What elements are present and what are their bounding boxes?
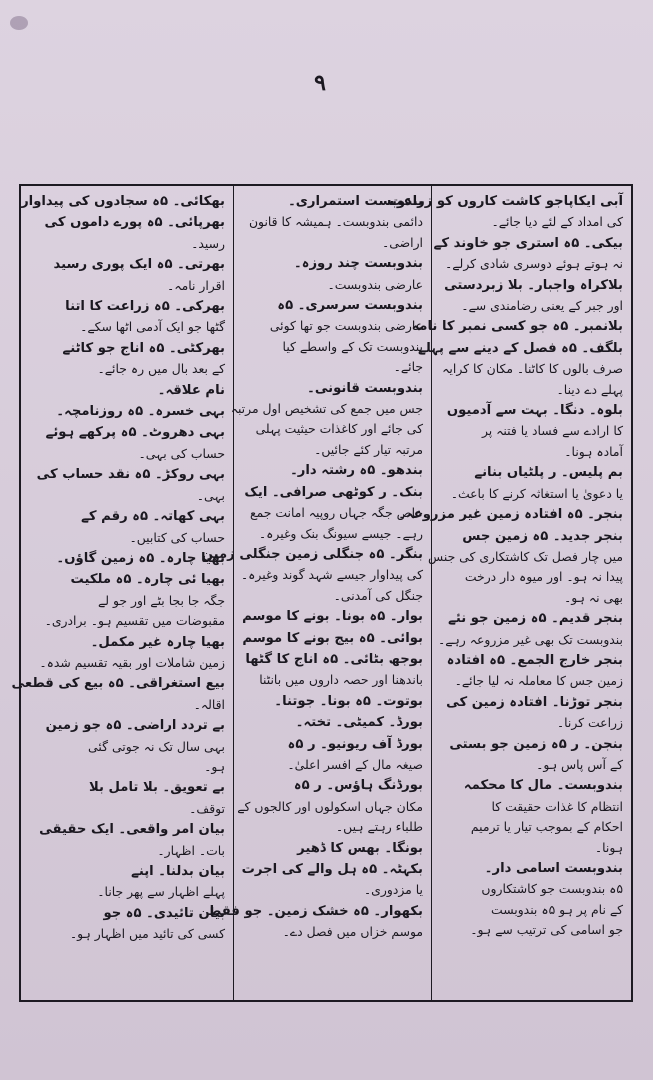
glossary-entry (242, 650, 423, 691)
entry-definition-line: انتظام کا غذات حقیقت کا (491, 798, 623, 814)
ink-stain (10, 16, 28, 30)
glossary-entry (29, 402, 225, 422)
entry-term-line: بہی کھاتہ۔ ۵ہ رقم کے (81, 509, 225, 525)
entry-definition-line: بھی نہ ہو۔ (564, 589, 623, 605)
glossary-entry (29, 778, 225, 819)
entry-definition-line: ہونا۔ (594, 839, 623, 855)
entry-definition-line: مکان جہاں اسکولوں اور کالجوں کے (237, 798, 423, 814)
entry-term-line: بوجھ بٹائی۔ ۵ہ اناج کا گٹھا (245, 651, 423, 667)
entry-term-line: بیکی۔ ۵ہ استری جو خاوند کے (433, 235, 623, 251)
entry-definition-line: حساب کی کتابیں۔ (129, 529, 225, 545)
entry-term-line: بیان امر واقعی۔ ایک حقیقی (39, 822, 225, 838)
entry-term-line: بنگر۔ ۵ہ جنگلی زمین جنگلی زمین (201, 546, 423, 562)
entry-definition-line: رہے۔ جیسے سیونگ بنک وغیرہ۔ (258, 525, 423, 541)
entry-definition-line: گٹھا جو ایک آدمی اٹھا سکے۔ (80, 319, 225, 335)
entry-definition-line: موسم خزاں میں فصل دے۔ (282, 924, 423, 940)
glossary-entry (29, 381, 225, 401)
glossary-entry (440, 776, 623, 858)
entry-definition-line: دائمی بندوبست۔ ہمیشہ کا قانون (248, 214, 423, 230)
entry-definition-line: کی پیداوار جیسے شہد گوند وغیرہ۔ (240, 567, 423, 583)
entry-definition-line: زراعت کرنا۔ (556, 715, 623, 731)
entry-term-line: بھیا چارہ غیر مکمل۔ (90, 634, 225, 650)
glossary-entry (440, 651, 623, 692)
entry-definition-line: کے آس پاس ہو۔ (536, 756, 623, 772)
entry-definition-line: بات۔ اظہار۔ (157, 842, 225, 858)
glossary-entry (242, 735, 423, 776)
entry-definition-line: بندوبست تک کے واسطے کیا (282, 338, 423, 354)
entry-definition-line: اور جبر کے یعنی رضامندی سے۔ (461, 298, 623, 314)
entry-definition-line: میں چار فصل تک کاشتکاری کی جنس (428, 548, 623, 564)
glossary-entry (440, 463, 623, 504)
glossary-entry (242, 839, 423, 859)
entry-term-line: بورڈنگ ہاؤس۔ ر ۵ہ (293, 778, 423, 794)
entry-term-line: بندھو۔ ۵ہ رشتہ دار۔ (290, 463, 423, 479)
glossary-entry (29, 465, 225, 506)
entry-definition-line: مقبوضات میں تقسیم ہو۔ برادری۔ (44, 613, 225, 629)
glossary-entry (29, 862, 225, 903)
entry-definition-line: عارضی بندوبست جو تھا کوئی (269, 318, 423, 334)
entry-term-line: بونگا۔ بھس کا ڈھیر (297, 840, 423, 856)
entry-term-line: بیع استغراقی۔ ۵ہ بیع کی قطعی (11, 676, 225, 692)
glossary-entry (201, 545, 423, 606)
entry-term-line: بے تعویق۔ بلا تامل بلا (88, 780, 225, 796)
entry-definition-line: یا مزدوری۔ (363, 882, 423, 898)
entry-definition-line: صرف بالوں کا کاٹنا۔ مکان کا کرایہ (442, 361, 623, 377)
glossary-entry (411, 317, 623, 337)
entry-term-line: بنجن۔ ر ۵ہ زمین جو بستی (449, 736, 623, 752)
glossary-entry (440, 693, 623, 734)
entry-definition-line: طلباء رہتے ہیں۔ (335, 819, 423, 835)
glossary-entry (29, 716, 225, 777)
entry-definition-line: نہ ہوتے ہوئے دوسری شادی کرلے۔ (445, 256, 623, 272)
entry-definition-line: ہو۔ (204, 758, 225, 774)
entry-term-line: بم پلیس۔ ر پلٹیاں بنانے (474, 465, 623, 481)
entry-term-line: آبی ایکاپاجو کاشت کاروں کو زراعت (389, 194, 623, 209)
entry-definition-line: عارضی بندوبست۔ (327, 276, 423, 292)
glossary-entry (230, 379, 423, 461)
entry-term-line: بہی روکڑ۔ ۵ہ نقد حساب کی (36, 467, 225, 483)
glossary-entry (207, 902, 423, 943)
glossary-entry (237, 776, 423, 837)
entry-definition-line: کے نام پر ہو ۵ہ بندوبست (491, 901, 623, 917)
entry-term-line: بکہٹہ۔ ۵ہ ہل والے کی اجرت (241, 862, 423, 877)
entry-definition-line: جو اسامی کی ترتیب سے ہو۔ (470, 922, 623, 938)
glossary-entry (440, 276, 623, 317)
entry-term-line: بھرتی۔ ۵ہ ایک پوری رسید (53, 257, 225, 273)
glossary-entry (21, 192, 225, 212)
glossary-entry (29, 339, 225, 380)
glossary-entry (29, 507, 225, 548)
entry-term-line: بنجر خارج الجمع۔ ۵ہ افتادہ (446, 652, 623, 668)
glossary-entry (242, 629, 423, 649)
entry-term-line: بورڈ آف ریونیو۔ ر ۵ہ (287, 736, 423, 752)
glossary-entry (389, 192, 623, 233)
glossary-entry (242, 461, 423, 481)
glossary-entry (29, 213, 225, 254)
glossary-entry (440, 401, 623, 462)
page-number: ۹ (314, 70, 326, 96)
entry-definition-line: پہلے اظہار سے پھر جانا۔ (97, 884, 225, 900)
entry-definition-line: آمادہ ہونا۔ (564, 443, 623, 459)
entry-definition-line: اقالہ۔ (193, 696, 225, 712)
glossary-entry (29, 570, 225, 631)
glossary-entry (428, 527, 623, 609)
glossary-entry (29, 904, 225, 945)
glossary-entry (29, 297, 225, 338)
glossary-entry (29, 820, 225, 861)
entry-definition-line: کے بعد بال میں رہ جائے۔ (97, 361, 225, 377)
glossary-entry (440, 735, 623, 776)
entry-term-line: بھرکی۔ ۵ہ زراعت کا اتنا (65, 299, 225, 315)
entry-term-line: بھرکٹی۔ ۵ہ اناج جو کاٹنے (62, 340, 225, 356)
entry-definition-line: بندوبست تک بھی غیر مزروعہ رہے۔ (438, 631, 623, 647)
entry-term-line: بہی دھروٹ۔ ۵ہ پرکھے ہوئے (45, 425, 225, 441)
entry-term-line: بنجر قدیم۔ ۵ہ زمین جو نئے (448, 611, 623, 627)
entry-definition-line: خاص جگہ جہاں روپیہ امانت جمع (250, 505, 423, 521)
entry-term-line: بندوبست قانونی۔ (307, 380, 423, 396)
entry-definition-line: باندھنا اور حصہ داروں میں بانٹنا (259, 672, 423, 688)
entry-term-line: بے تردد اراضی۔ ۵ہ جو زمین (45, 718, 225, 734)
entry-term-line: بوار۔ ۵ہ بونا۔ بونے کا موسم (242, 609, 423, 625)
glossary-entry (242, 713, 423, 733)
glossary-entry (29, 549, 225, 569)
glossary-entry (242, 254, 423, 295)
entry-term-line: بہی خسرہ۔ ۵ہ روزنامچہ۔ (56, 404, 225, 420)
entry-definition-line: بہی۔ (196, 487, 225, 503)
entry-term-line: بھیا ئی چارہ۔ ۵ہ ملکیت (70, 572, 225, 588)
entry-definition-line: حساب کی بہی۔ (138, 445, 225, 461)
entry-definition-line: اقرار نامہ۔ (167, 277, 225, 293)
glossary-entry (440, 859, 623, 941)
glossary-column-left (11, 186, 234, 1000)
entry-definition-line: زمین شاملات اور بقیہ تقسیم شدہ۔ (39, 654, 225, 670)
entry-definition-line: یا دعویٰ یا استغاثہ کرنے کا باعث۔ (450, 485, 623, 501)
entry-term-line: بھکائی۔ ۵ہ سجادوں کی پیداوار (21, 194, 225, 209)
entry-term-line: بنجر جدید۔ ۵ہ زمین جس (462, 528, 623, 544)
entry-term-line: بورڈ۔ کمیٹی۔ تختہ۔ (295, 715, 423, 731)
entry-definition-line: زمین جس کا معاملہ نہ لیا جائے۔ (454, 673, 623, 689)
entry-term-line: بکھوار۔ ۵ہ خشک زمین۔ جو فقط (207, 903, 423, 919)
entry-term-line: بندوبست چند روزہ۔ (293, 256, 423, 272)
entry-term-line: بندوبست اسامی دار۔ (484, 861, 623, 876)
entry-term-line: بلگف۔ ۵ہ فصل کے دینے سے پہلے (418, 340, 623, 356)
entry-term-line: بنجر۔ ۵ہ افتادہ زمین غیر مزروعہ۔ (398, 507, 623, 523)
entry-definition-line: احکام کے بموجب تیار یا ترمیم (470, 819, 623, 835)
entry-term-line: نام علاقہ۔ (157, 382, 225, 398)
entry-definition-line: بہی سال تک نہ جوتی گئی (88, 738, 225, 754)
entry-definition-line: توقف۔ (189, 800, 225, 816)
entry-term-line: بنجر توڑنا۔ افتادہ زمین کی (446, 694, 623, 710)
entry-definition-line: جگہ جا بجا بٹے اور جو لے (97, 592, 225, 608)
entry-term-line: بیان تائیدی۔ ۵ہ جو (103, 905, 225, 921)
glossary-entry (29, 423, 225, 464)
glossary-entry (433, 234, 623, 275)
glossary-entry (29, 633, 225, 674)
entry-term-line: بندوبست سرسری۔ ۵ہ (277, 298, 423, 314)
glossary-entry (242, 296, 423, 378)
glossary-entry (242, 692, 423, 712)
glossary-entry (11, 674, 225, 715)
glossary-entry (242, 607, 423, 627)
entry-term-line: بلوہ۔ دنگا۔ بہت سے آدمیوں (446, 403, 623, 419)
glossary-entry (418, 339, 623, 400)
entry-term-line: بیان بدلنا۔ اپنے (131, 864, 225, 879)
entry-definition-line: کی امداد کے لئے دیا جائے۔ (491, 214, 623, 230)
glossary-entry (29, 255, 225, 296)
entry-term-line: بلاکراہ واجبار۔ بلا زبردستی (444, 277, 623, 293)
glossary-entry (242, 860, 423, 901)
entry-term-line: بندوبست استمراری۔ (288, 194, 423, 209)
entry-term-line: بندوبست۔ مال کا محکمہ (463, 778, 623, 794)
entry-term-line: بنک۔ ر کوٹھی صرافی۔ ایک (244, 484, 423, 500)
entry-definition-line: پیدا نہ ہو۔ اور میوہ دار درخت (464, 569, 623, 585)
glossary-entry (440, 609, 623, 650)
entry-definition-line: مرتبہ تیار کئے جائیں۔ (314, 441, 423, 457)
entry-definition-line: کسی کی تائید میں اظہار ہو۔ (69, 926, 225, 942)
entry-term-line: بھرپائی۔ ۵ہ پورے داموں کی (44, 215, 225, 231)
entry-definition-line: کا ارادے سے فساد یا فتنہ پر (481, 423, 623, 439)
entry-definition-line: جائے۔ (393, 359, 423, 375)
glossary-entry (242, 483, 423, 544)
glossary-entry (398, 505, 623, 525)
glossary-entry (242, 192, 423, 253)
entry-term-line: بوتوت۔ ۵ہ بونا۔ جوتنا۔ (274, 693, 423, 709)
glossary-table (11, 184, 633, 1002)
entry-definition-line: کی جائے اور کاغذات حیثیت پہلی (255, 421, 423, 437)
entry-term-line: بلانمبر۔ ۵ہ جو کسی نمبر کا نامہ (411, 319, 623, 335)
entry-definition-line: اراضی۔ (382, 234, 423, 250)
entry-definition-line: ۵ہ بندوبست جو کاشتکاروں (481, 881, 623, 897)
entry-definition-line: جس میں جمع کی تشخیص اول مرتبہ (230, 401, 423, 417)
entry-definition-line: پہلے دے دینا۔ (556, 381, 623, 397)
entry-definition-line: جنگل کی آمدنی۔ (333, 587, 423, 603)
entry-definition-line: صیغہ مال کے افسر اعلیٰ۔ (287, 756, 423, 772)
entry-term-line: بھیا چارہ۔ ۵ہ زمین گاؤں۔ (56, 550, 225, 566)
entry-term-line: بوائی۔ ۵ہ بیج بونے کا موسم (242, 630, 423, 646)
entry-definition-line: رسید۔ (191, 235, 225, 251)
